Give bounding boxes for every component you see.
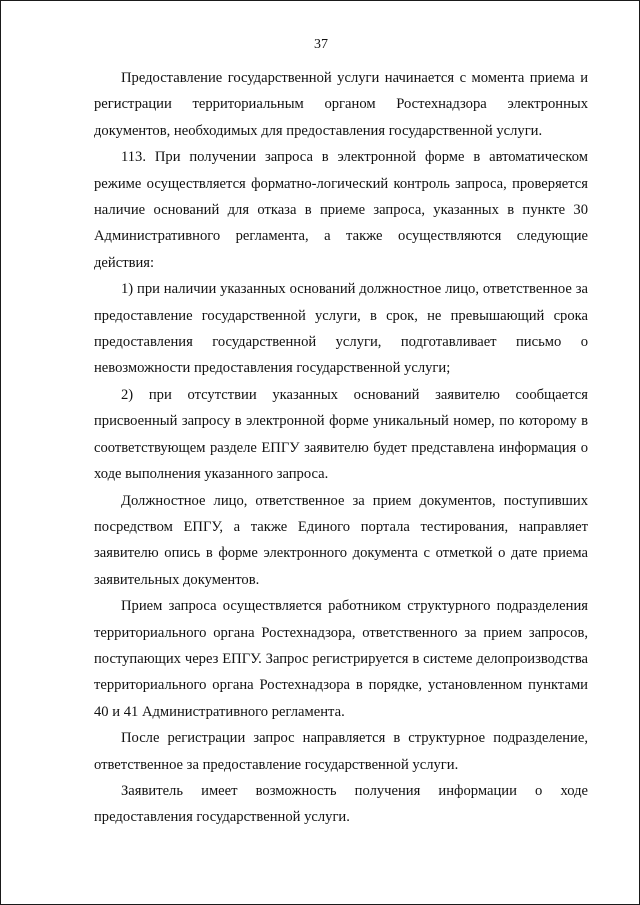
page-number: 37 <box>314 37 328 52</box>
document-body <box>94 65 588 831</box>
paragraph-official-inventory: Должностное лицо, ответственное за прием документов, поступивших посредством ЕПГУ, а также Единого портала тестирования, направляет заявителю опись в форме электронного документа с отметкой о дате приема заявительных документов. <box>94 492 588 588</box>
paragraph-service-start: Предоставление государственной услуги начинается с момента приема и регистрации территориальным органом Ростехнадзора электронных документов, необходимых для предоставления государственной услуги. <box>94 70 588 139</box>
paragraph-item-1-refusal: 1) при наличии указанных оснований должностное лицо, ответственное за предоставление государственной услуги, в срок, не превышающий срока предоставления государственной услуги, подготавливает письмо о невозможности предоставления государственной услуги; <box>94 281 588 377</box>
paragraph-request-registration: Прием запроса осуществляется работником структурного подразделения территориального органа Ростехнадзора, ответственного за прием запросов, поступающих через ЕПГУ. Запрос регистрируется в системе делопроизводства территориального органа Ростехнадзора в порядке, установленном пунктами 40 и 41 Административного регламента. <box>94 598 588 720</box>
paragraph-applicant-info: Заявитель имеет возможность получения информации о ходе предоставления государственной услуги. <box>94 782 588 826</box>
paragraph-after-registration: После регистрации запрос направляется в структурное подразделение, ответственное за предоставление государственной услуги. <box>94 730 588 773</box>
paragraph-113-electronic-request: 113. При получении запроса в электронной форме в автоматическом режиме осуществляется форматно-логический контроль запроса, проверяется наличие оснований для отказа в приеме запроса, указанных в пункте 30 Административного регламента, а также осуществляются следующие действия: <box>94 149 588 271</box>
paragraph-item-2-unique-number: 2) при отсутствии указанных оснований заявителю сообщается присвоенный запросу в электронной форме уникальный номер, по которому в соответствующем разделе ЕПГУ заявителю будет представлена информация о ходе выполнения указанного запроса. <box>94 386 588 483</box>
